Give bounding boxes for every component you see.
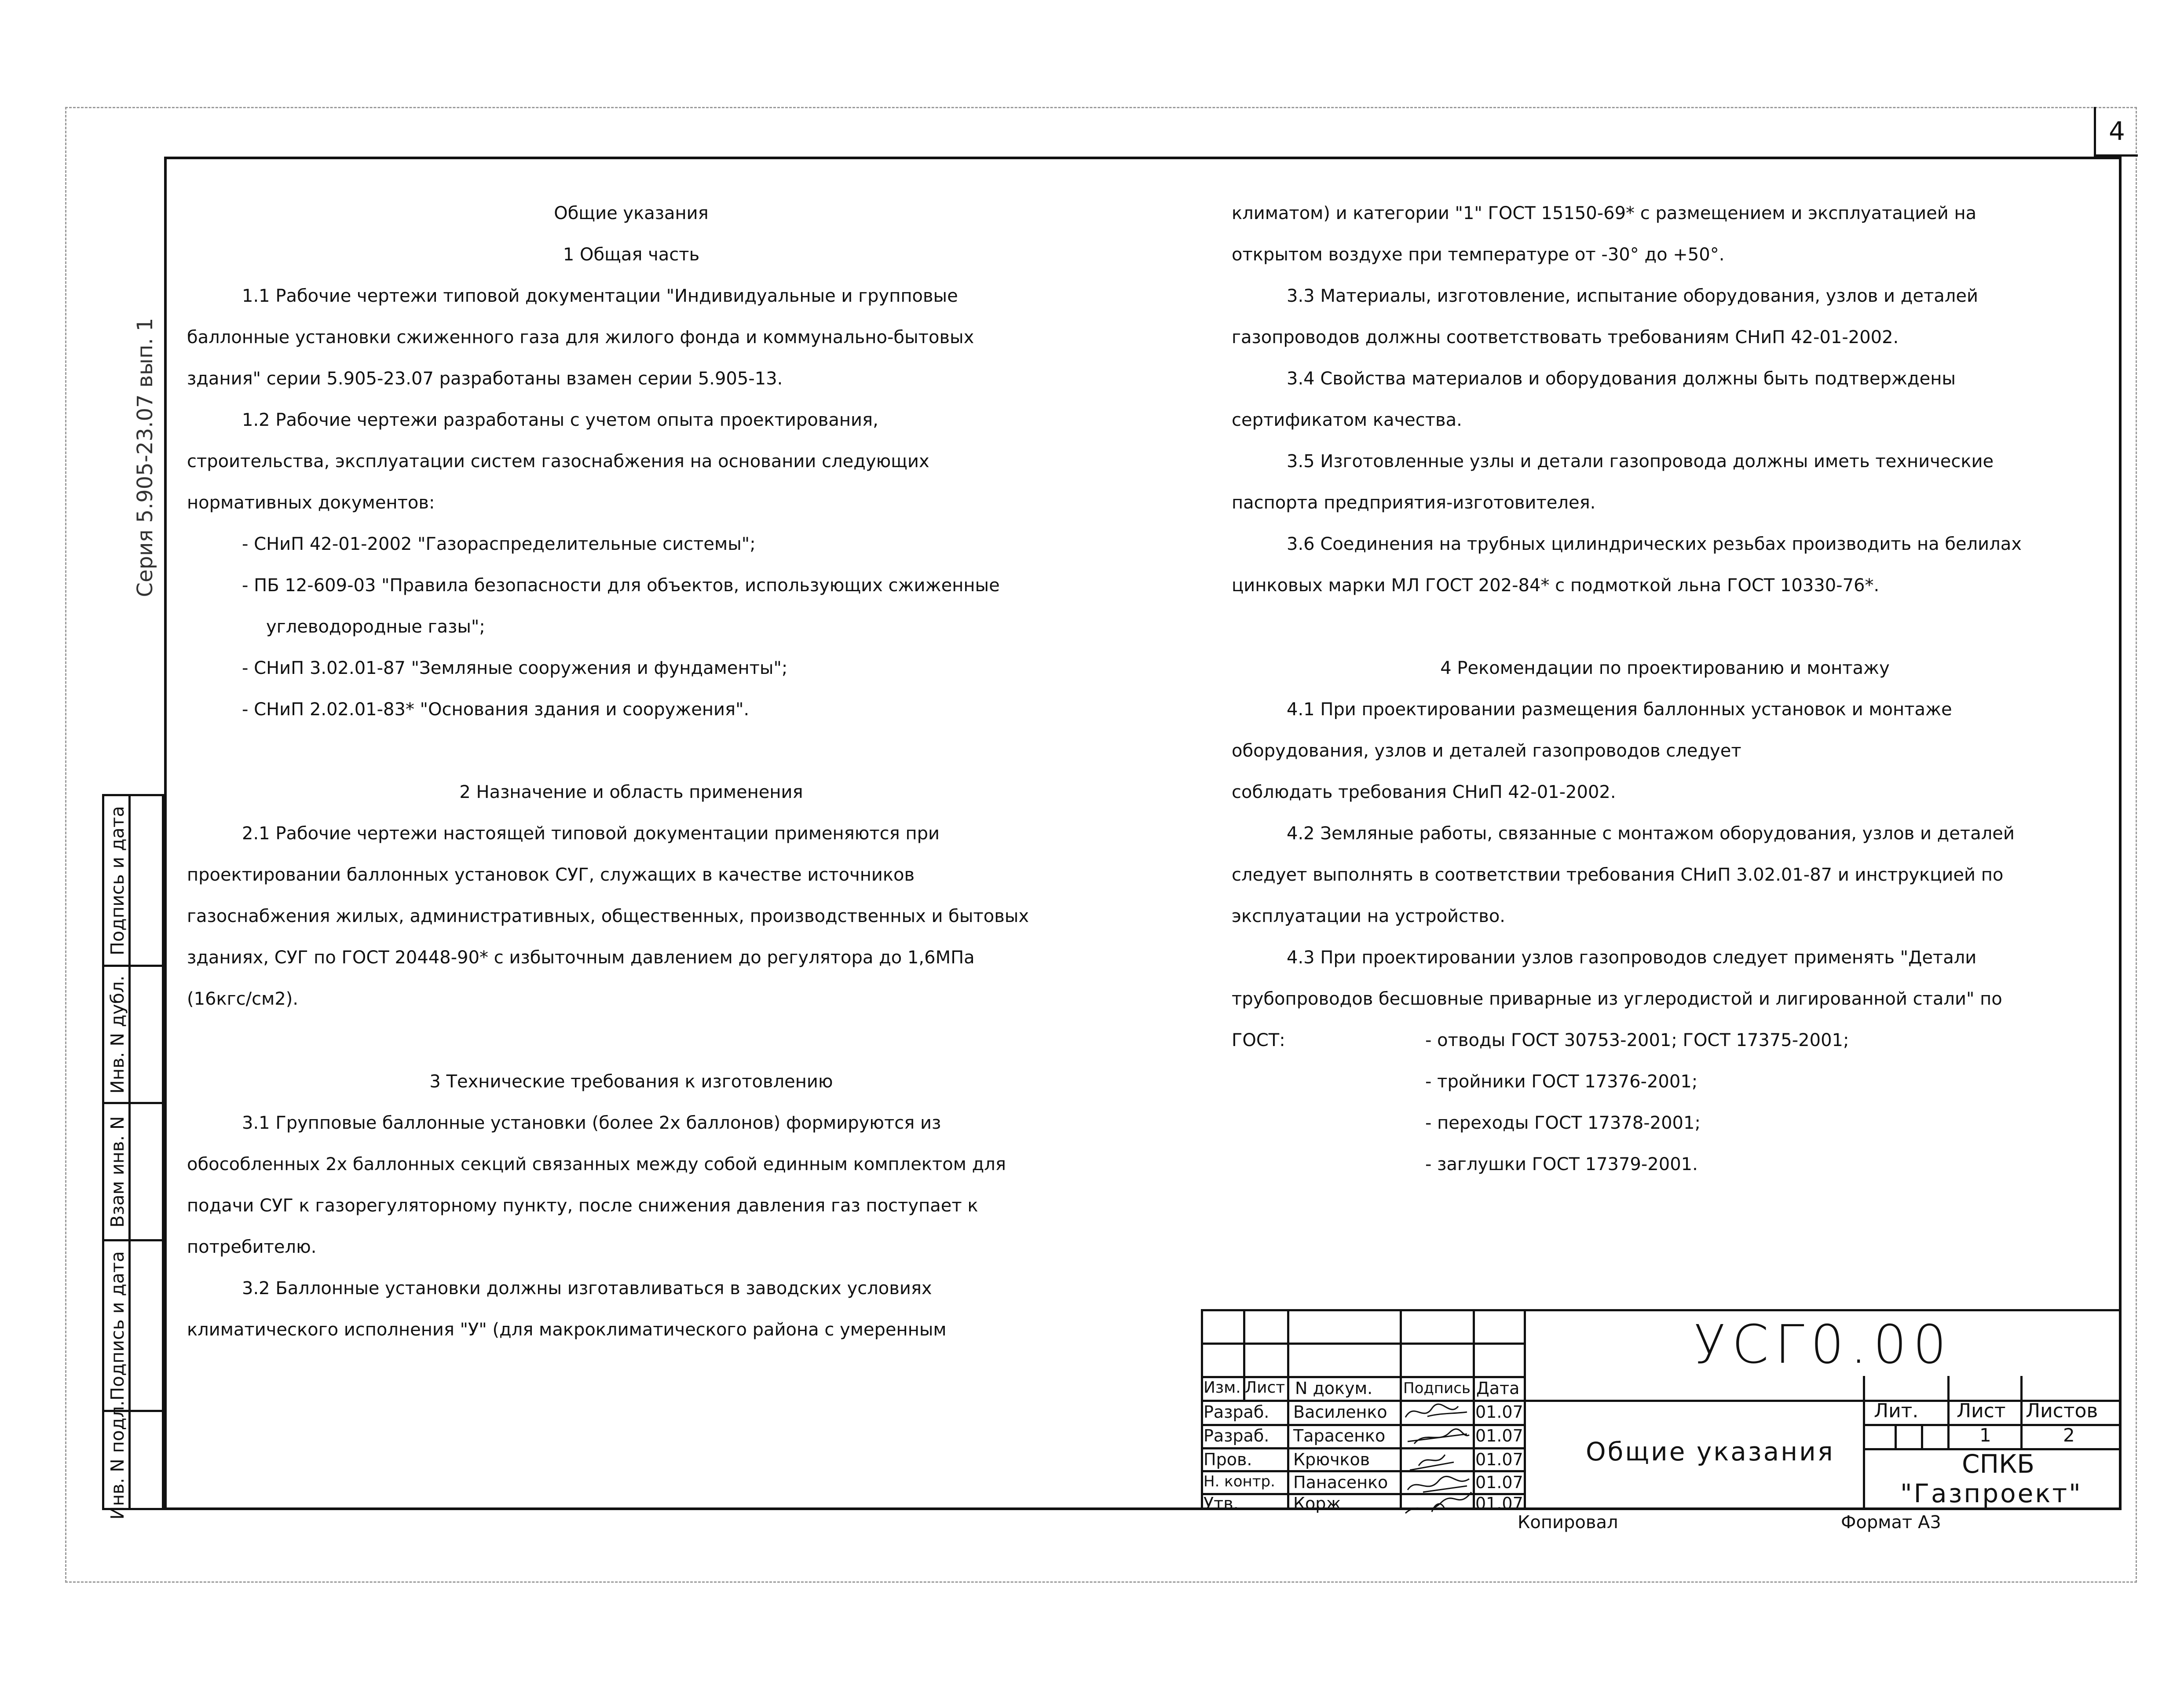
gost-item: - переходы ГОСТ 17378-2001; — [1425, 1113, 1701, 1133]
text-line: следует выполнять в соответствии требования СНиП 3.02.01-87 и инструкцией по — [1232, 865, 2004, 885]
title-block — [1201, 1309, 2122, 1513]
strip-label: Взам инв. N — [107, 1116, 128, 1228]
tb-header-izm: Изм. — [1204, 1379, 1241, 1397]
text-line: оборудования, узлов и деталей газопроводов следует — [1232, 741, 1741, 761]
text-line: подачи СУГ к газорегуляторному пункту, после снижения давления газ поступает к — [187, 1196, 978, 1216]
signatures-icon — [1401, 1400, 1474, 1516]
text-line: - СНиП 42-01-2002 "Газораспределительные системы"; — [242, 534, 756, 554]
text-line: строительства, эксплуатации систем газоснабжения на основании следующих — [187, 451, 929, 472]
gost-item: - отводы ГОСТ 30753-2001; ГОСТ 17375-2001; — [1425, 1030, 1849, 1050]
text-line: 1.2 Рабочие чертежи разработаны с учетом опыта проектирования, — [242, 410, 878, 430]
text-line: сертификатом качества. — [1232, 410, 1462, 430]
text-line: 3.2 Баллонные установки должны изготавливаться в заводских условиях — [242, 1278, 932, 1299]
tb-sheet-value: 1 — [1979, 1424, 1991, 1446]
text-line: паспорта предприятия-изготовителея. — [1232, 493, 1596, 513]
document-title: Общие указания — [1586, 1437, 1835, 1467]
section-heading: 3 Технические требования к изготовлению — [429, 1072, 833, 1092]
tb-sheet-label: Лист — [1957, 1400, 2006, 1422]
section-heading: Общие указания — [554, 203, 709, 223]
left-stamp-strip — [102, 794, 164, 1520]
tb-header-date: Дата — [1476, 1379, 1520, 1398]
spacer — [187, 730, 1076, 772]
tb-name: Василенко — [1293, 1402, 1387, 1422]
text-line: газоснабжения жилых, административных, общественных, производственных и бытовых — [187, 906, 1029, 926]
strip-label: Инв. N подл. — [107, 1400, 128, 1520]
footer-format: Формат А3 — [1841, 1512, 1941, 1533]
section-heading: 4 Рекомендации по проектированию и монтажу — [1440, 658, 1890, 678]
org-line-1: СПКБ — [1962, 1449, 2035, 1479]
section-heading: 2 Назначение и область применения — [459, 782, 803, 802]
text-line: 4.1 При проектировании размещения баллонных установок и монтаже — [1287, 699, 1952, 720]
tb-date: 01.07 — [1475, 1426, 1523, 1445]
text-line: здания" серии 5.905-23.07 разработаны взамен серии 5.905-13. — [187, 369, 783, 389]
right-text-column — [1232, 193, 2098, 1020]
text-line: - СНиП 2.02.01-83* "Основания здания и сооружения". — [242, 699, 750, 720]
tb-date: 01.07 — [1475, 1494, 1523, 1513]
text-line: нормативных документов: — [187, 493, 435, 513]
text-line: трубопроводов бесшовные приварные из углеродистой и лигированной стали" по — [1232, 989, 2002, 1009]
spacer — [1232, 606, 2098, 648]
text-line: 3.3 Материалы, изготовление, испытание оборудования, узлов и деталей — [1287, 286, 1978, 306]
left-text-column — [187, 193, 1076, 1350]
text-line: климатом) и категории "1" ГОСТ 15150-69* с размещением и эксплуатацией на — [1232, 203, 1977, 223]
text-line: (16кгс/см2). — [187, 989, 299, 1009]
text-line: 3.4 Свойства материалов и оборудования должны быть подтверждены — [1287, 369, 1956, 389]
footer-copied: Копировал — [1518, 1512, 1618, 1533]
strip-label: Подпись и дата — [107, 1251, 128, 1401]
text-line: 1.1 Рабочие чертежи типовой документации "Индивидуальные и групповые — [242, 286, 958, 306]
strip-label: Подпись и дата — [107, 805, 128, 955]
text-line: 3.6 Соединения на трубных цилиндрических резьбах производить на белилах — [1287, 534, 2022, 554]
gost-list — [1232, 1020, 2067, 1185]
tb-sheets-label: Листов — [2026, 1400, 2098, 1422]
tb-role: Разраб. — [1204, 1402, 1269, 1422]
gost-item: - заглушки ГОСТ 17379-2001. — [1425, 1154, 1698, 1174]
tb-date: 01.07 — [1475, 1473, 1523, 1492]
text-line: - ПБ 12-609-03 "Правила безопасности для объектов, использующих сжиженные — [242, 575, 1000, 596]
tb-date: 01.07 — [1475, 1450, 1523, 1469]
text-line: климатического исполнения "У" (для макроклиматического района с умеренным — [187, 1320, 947, 1340]
strip-cell-replace-inv — [104, 1104, 162, 1241]
tb-name: Корж — [1293, 1494, 1341, 1513]
text-line: обособленных 2х баллонных секций связанных между собой единным комплектом для — [187, 1154, 1006, 1174]
text-line: открытом воздухе при температуре от -30° до +50°. — [1232, 245, 1725, 265]
strip-cell-orig-inv — [104, 1400, 162, 1520]
tb-name: Панасенко — [1293, 1473, 1388, 1492]
org-line-2: "Газпроект" — [1900, 1478, 2082, 1508]
text-line: 4.3 При проектировании узлов газопроводов следует применять "Детали — [1287, 948, 1977, 968]
tb-header-doc: N докум. — [1295, 1379, 1373, 1398]
text-line: баллонные установки сжиженного газа для жилого фонда и коммунально-бытовых — [187, 327, 974, 348]
text-line: 3.5 Изготовленные узлы и детали газопровода должны иметь технические — [1287, 451, 1994, 472]
strip-cell-dup-inv — [104, 967, 162, 1104]
text-line: проектировании баллонных установок СУГ, служащих в качестве источников — [187, 865, 915, 885]
tb-lit-label: Лит. — [1874, 1400, 1919, 1422]
strip-cell-sign-date-1 — [104, 1241, 162, 1412]
section-heading: 1 Общая часть — [563, 245, 700, 265]
strip-label: Инв. N дубл. — [107, 975, 128, 1094]
tb-role: Утв. — [1204, 1494, 1239, 1513]
text-line: цинковых марки МЛ ГОСТ 202-84* с подмоткой льна ГОСТ 10330-76*. — [1232, 575, 1880, 596]
gost-item: - тройники ГОСТ 17376-2001; — [1425, 1072, 1698, 1092]
text-line: эксплуатации на устройство. — [1232, 906, 1506, 926]
text-line: соблюдать требования СНиП 42-01-2002. — [1232, 782, 1616, 802]
text-line: потребителю. — [187, 1237, 317, 1257]
tb-role: Н. контр. — [1204, 1473, 1275, 1490]
strip-cell-sign-date-2 — [104, 796, 162, 967]
tb-name: Крючков — [1293, 1450, 1370, 1469]
text-line: 4.2 Земляные работы, связанные с монтажом оборудования, узлов и деталей — [1287, 823, 2015, 844]
text-line: газопроводов должны соответствовать требованиям СНиП 42-01-2002. — [1232, 327, 1899, 348]
text-line: 3.1 Групповые баллонные установки (более 2х баллонов) формируются из — [242, 1113, 941, 1133]
text-line: - СНиП 3.02.01-87 "Земляные сооружения и фундаменты"; — [242, 658, 788, 678]
document-code: УСГ0.00 — [1694, 1314, 1953, 1376]
side-series-label — [125, 317, 165, 598]
text-line: 2.1 Рабочие чертежи настоящей типовой документации применяются при — [242, 823, 940, 844]
tb-sheets-value: 2 — [2063, 1424, 2075, 1446]
tb-header-sign: Подпись — [1403, 1379, 1471, 1397]
tb-role: Разраб. — [1204, 1426, 1269, 1445]
tb-name: Тарасенко — [1293, 1426, 1386, 1445]
gost-label: ГОСТ: — [1232, 1030, 1285, 1050]
text-line: углеводородные газы"; — [266, 617, 485, 637]
tb-role: Пров. — [1204, 1450, 1252, 1469]
text-line: зданиях, СУГ по ГОСТ 20448-90* с избыточным давлением до регулятора до 1,6МПа — [187, 948, 975, 968]
tb-header-list: Лист — [1245, 1379, 1285, 1397]
side-series-text: Серия 5.905-23.07 вып. 1 — [133, 318, 157, 597]
sheet-number: 4 — [2094, 107, 2138, 157]
tb-date: 01.07 — [1475, 1402, 1523, 1422]
spacer — [187, 1020, 1076, 1061]
